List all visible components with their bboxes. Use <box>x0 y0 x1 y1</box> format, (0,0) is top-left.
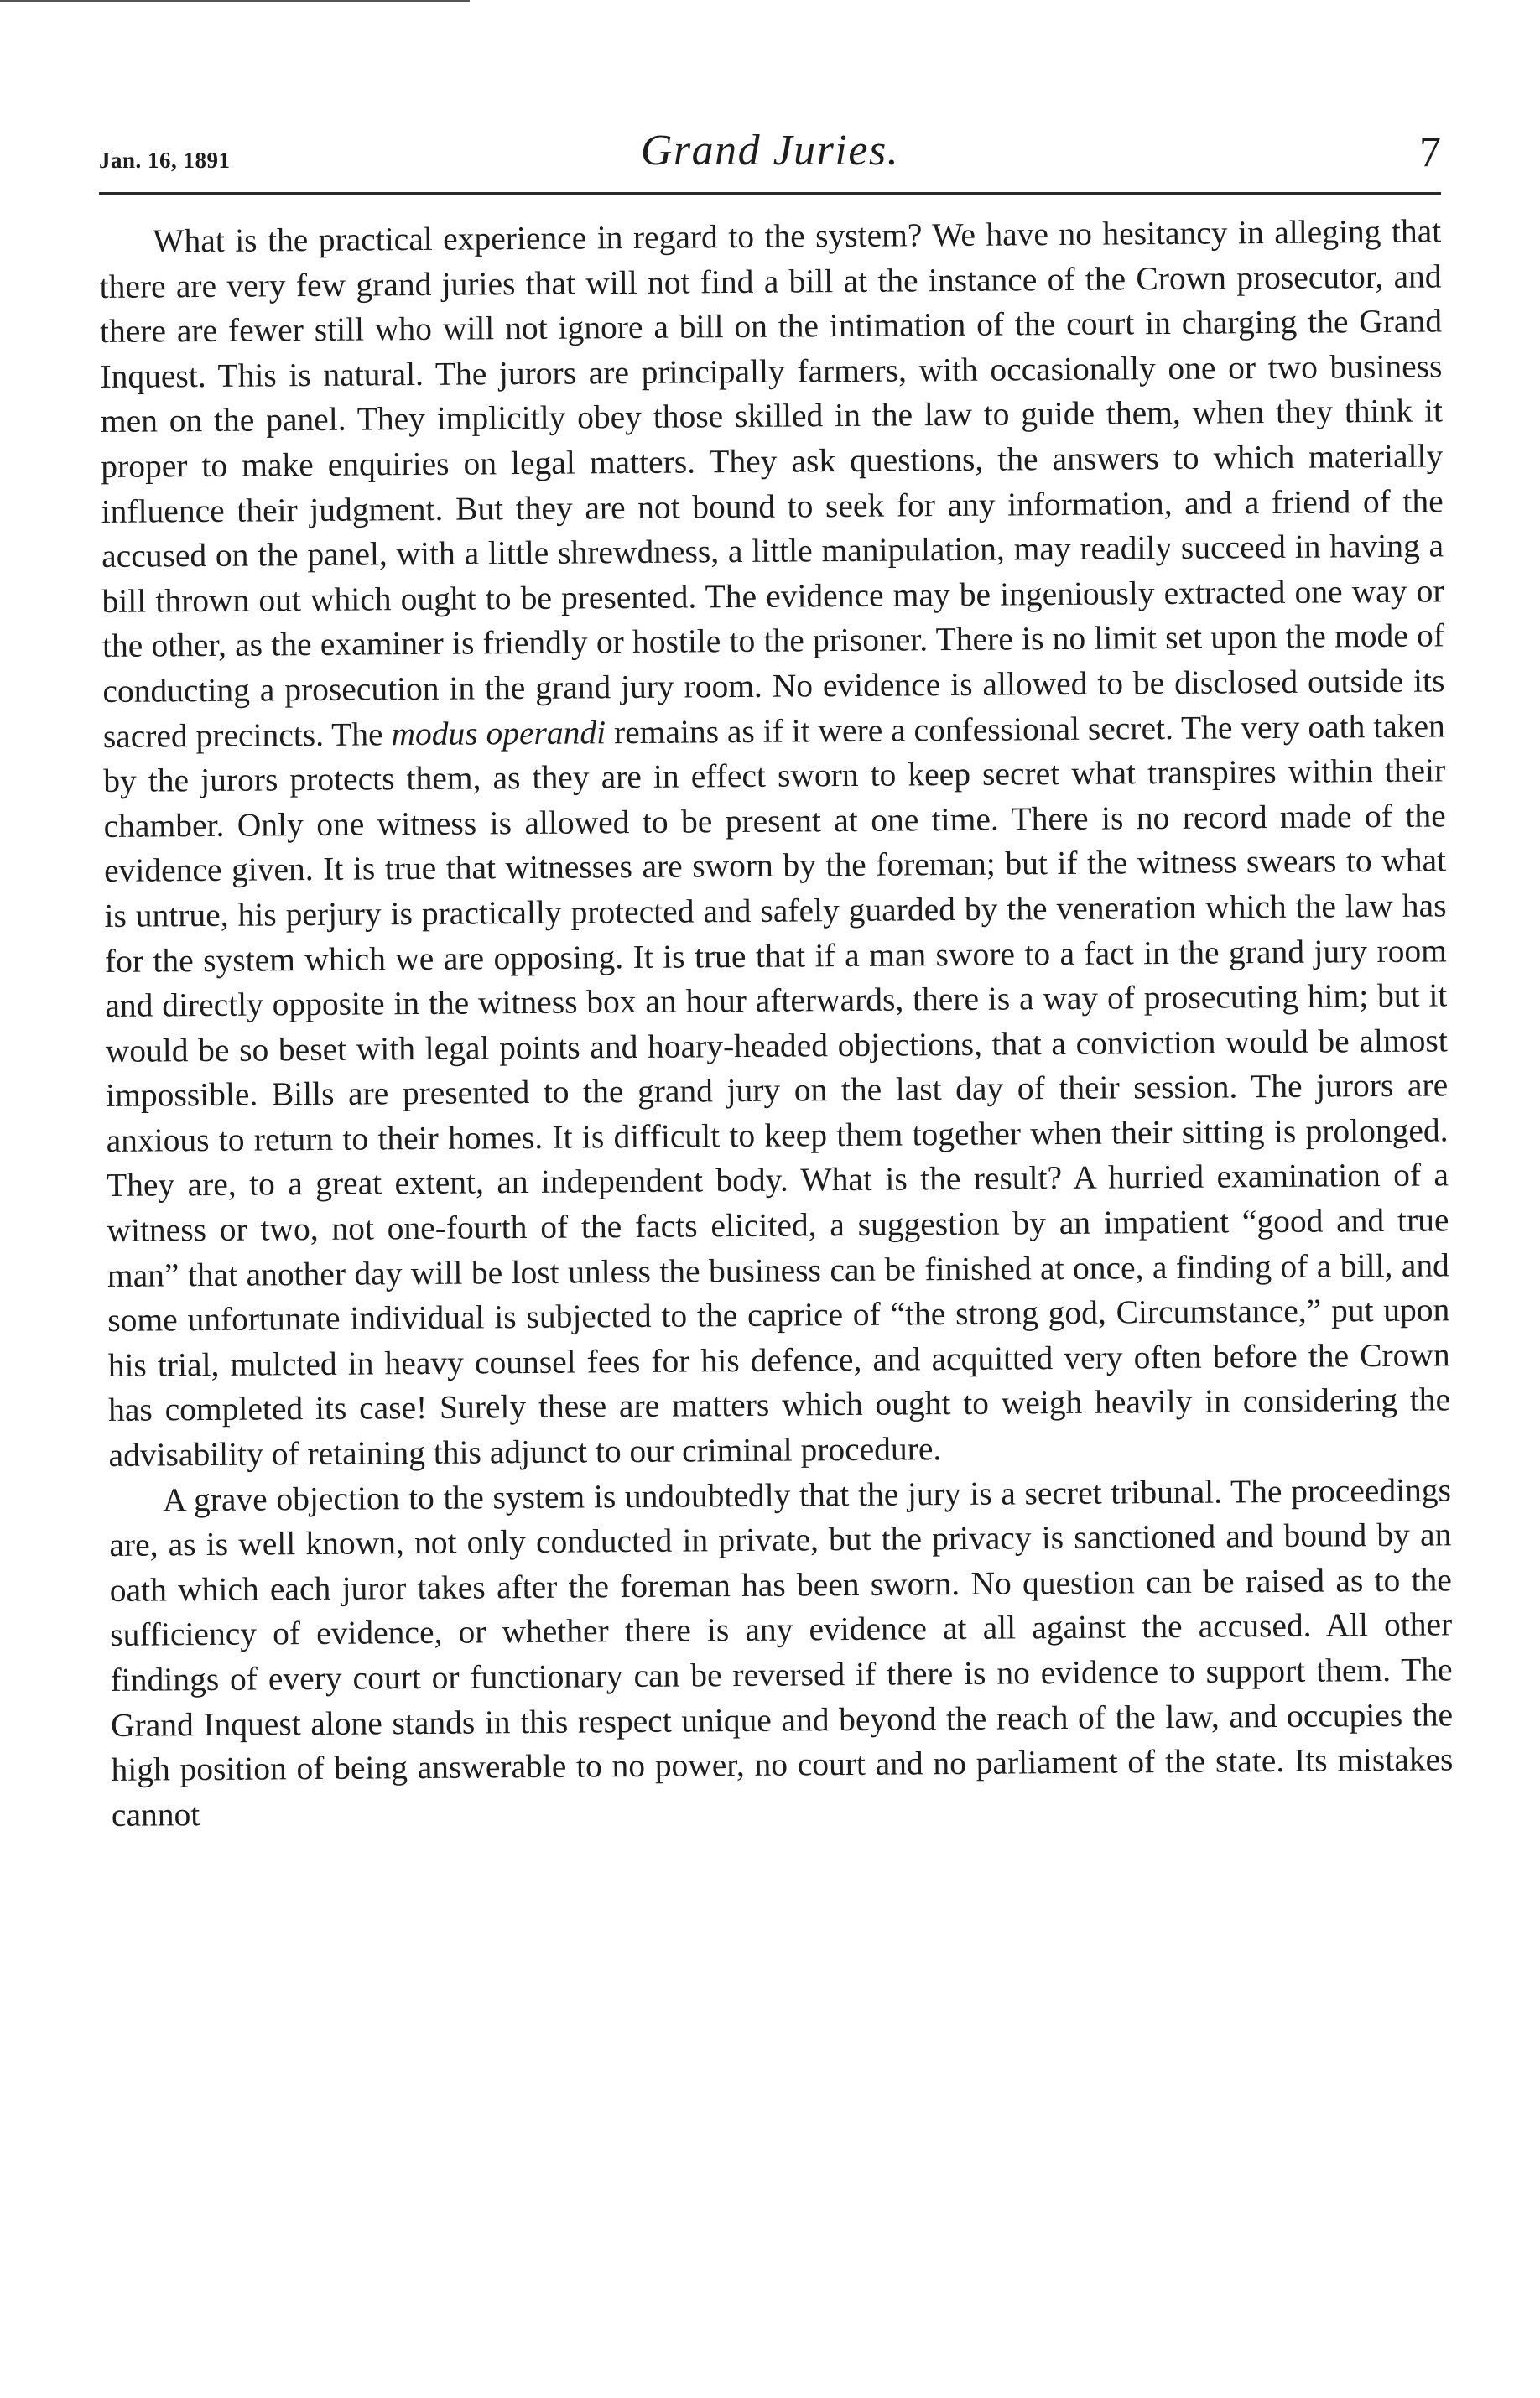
running-header <box>99 126 1441 201</box>
issue-date: Jan. 16, 1891 <box>99 148 231 173</box>
paragraph-text: remains as if it were a confessional secret. The very oath taken by the jurors protects them, as they are in effect sworn to keep secret what transpires within their chamber. Only one witness is allowed to be present at one time. There is no record made of the evidence given. It is true that witnesses are sworn by the foreman; but if the witness swears to what is untrue, his perjury is practically protected and safely guarded by the veneration which the law has for the system which we are opposing. It is true that if a man swore to a fact in the grand jury room and directly opposite in the witness box an hour afterwards, there is a way of prosecuting him; but it would be so beset with legal points and hoary-headed objections, that a conviction would be almost impossible. Bills are presented to the grand jury on the last day of their session. The jurors are anxious to return to their homes. It is difficult to keep them together when their sitting is prolonged. They are, to a great extent, an independent body. What is the result? A hurried examination of a witness or two, not one-fourth of the facts elicited, a suggestion by an impatient “good and true man” that another day will be lost unless the business can be finished at once, a finding of a bill, and some unfortunate individual is subjected to the caprice of “the strong god, Circumstance,” put upon his trial, mulcted in heavy counsel fees for his defence, and acquitted very often before the Crown has completed its case! Surely these are matters which ought to weigh heavily in considering the advisability of retaining this adjunct to our criminal procedure. <box>103 706 1451 1474</box>
running-title: Grand Juries. <box>640 127 900 174</box>
top-edge-rule <box>0 0 470 2</box>
article-body <box>99 209 1454 1838</box>
paragraph-text: A grave objection to the system is undoubtedly that the jury is a secret tribunal. The proceedings are, as is well known, not only conducted in private, but the privacy is sanctioned and bound by an oath which each juror takes after the foreman has been sworn. No question can be raised as to the sufficiency of evidence, or whether there is any evidence at all against the accused. All other findings of every court or functionary can be reversed if there is no evidence to support them. The Grand Inquest alone stands in this respect unique and beyond the reach of the law, and occupies the high position of being answerable to no power, no court and no parliament of the state. Its mistakes cannot <box>109 1471 1454 1834</box>
paragraph-text: What is the practical experience in regard to the system? We have no hesitancy in alleging that there are very few grand juries that will not find a bill at the instance of the Crown prosecutor, and there are fewer still who will not ignore a bill on the intimation of the court in charging the Grand Inquest. This is natural. The jurors are principally farmers, with occasionally one or two business men on the panel. They implicitly obey those skilled in the law to guide them, when they think it proper to make enquiries on legal matters. They ask questions, the answers to which materially influence their judgment. But they are not bound to seek for any information, and a friend of the accused on the panel, with a little shrewdness, a little manipulation, may readily succeed in having a bill thrown out which ought to be presented. The evidence may be ingeniously extracted one way or the other, as the examiner is friendly or hostile to the prisoner. There is no limit set upon the mode of conducting a prosecution in the grand jury room. No evidence is allowed to be disclosed outside its sacred precincts. The <box>99 212 1445 755</box>
latin-phrase: modus operandi <box>391 713 606 752</box>
paragraph <box>109 1468 1454 1838</box>
page-number: 7 <box>1419 128 1441 176</box>
paragraph <box>99 209 1451 1478</box>
header-rule <box>99 192 1441 195</box>
